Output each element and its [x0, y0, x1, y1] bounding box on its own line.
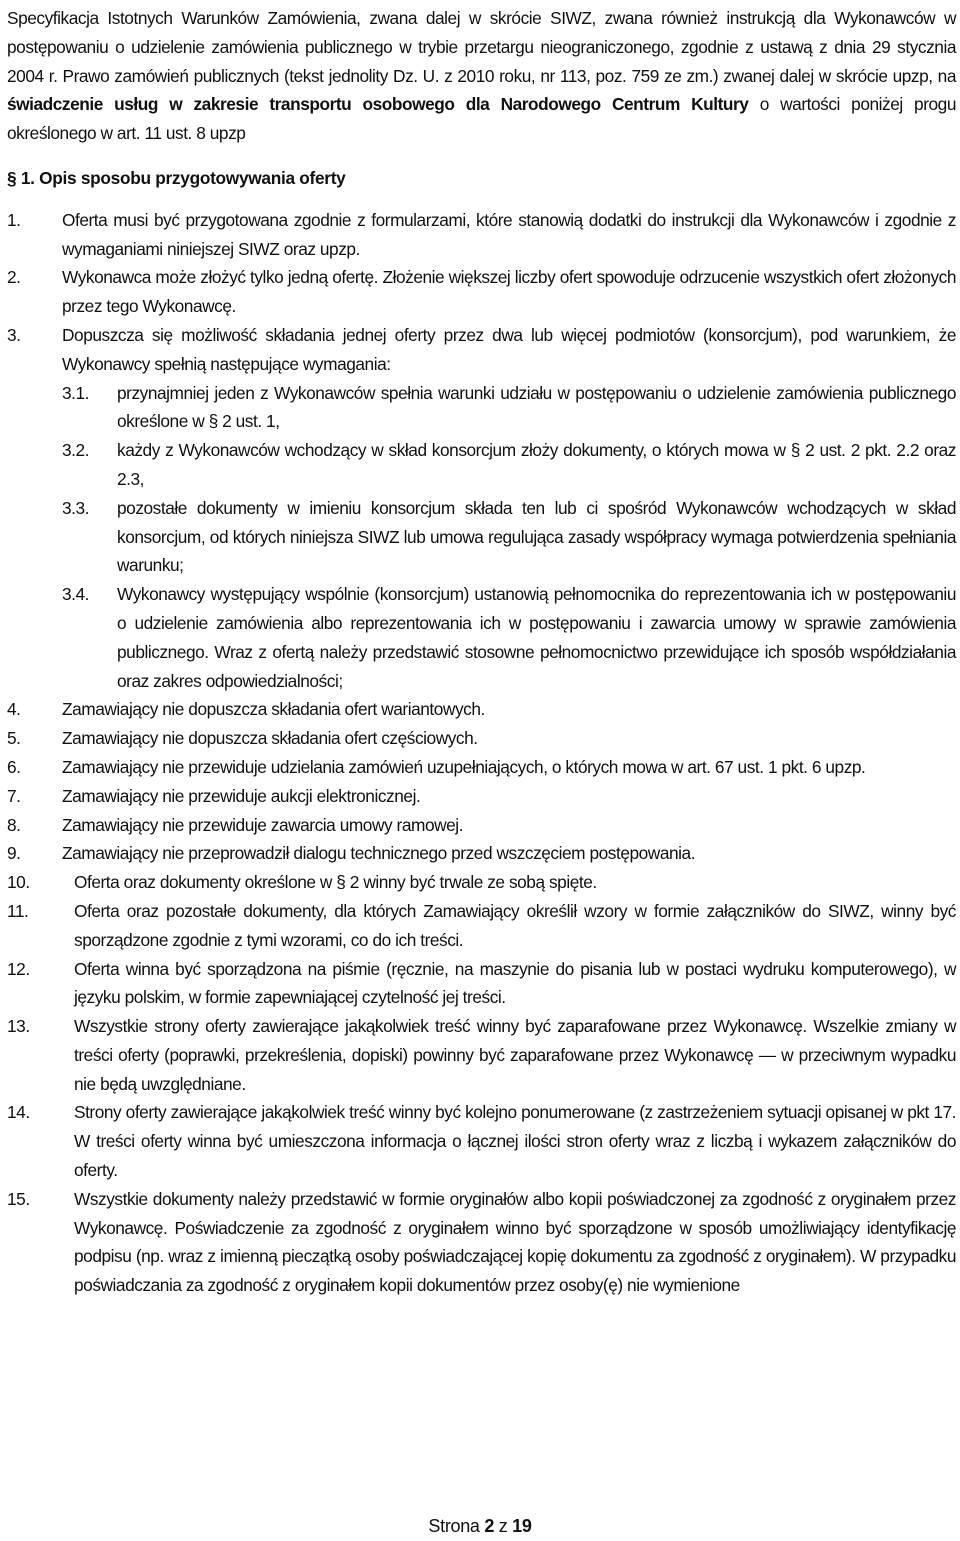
list-item-number: 11.	[7, 900, 29, 921]
list-item-text: Zamawiający nie przewiduje zawarcia umowy ramowej.	[62, 814, 464, 835]
sub-list-item	[62, 379, 956, 437]
list-item	[7, 206, 956, 264]
list-item	[7, 868, 956, 897]
list-item-text: Zamawiający nie dopuszcza składania ofert wariantowych.	[62, 699, 485, 720]
sub-list-item-number: 3.2.	[62, 440, 90, 461]
list-item-number: 13.	[7, 1016, 30, 1037]
list-item-number: 5.	[7, 728, 21, 749]
list-item-number: 12.	[7, 958, 30, 979]
sub-list-item	[62, 580, 956, 695]
list-item-text: Strony oferty zawierające jakąkolwiek treść winny być kolejno ponumerowane (z zastrzeżeniem sytuacji opisanej w pkt 17. W treści oferty winna być umieszczona informacja o łącznej ilości stron oferty wraz z liczbą i wykazem załączników do oferty.	[74, 1102, 956, 1181]
page-footer	[0, 1516, 960, 1537]
list-item-text: Zamawiający nie przeprowadził dialogu technicznego przed wszczęciem postępowania.	[62, 843, 696, 864]
list-item	[7, 321, 956, 379]
sub-list-item-text: przynajmniej jeden z Wykonawców spełnia warunki udziału w postępowaniu o udzielenie zamówienia publicznego określone w § 2 ust. 1,	[117, 382, 956, 432]
intro-paragraph	[7, 4, 956, 148]
list-item-text: Zamawiający nie przewiduje aukcji elektronicznej.	[62, 785, 421, 806]
list-item	[7, 782, 956, 811]
intro-text-2: o wartości poniżej progu określonego w art. 11 ust. 8 upzp	[7, 94, 956, 144]
list-item-text: Oferta winna być sporządzona na piśmie (ręcznie, na maszynie do pisania lub w postaci wydruku komputerowego), w języku polskim, w formie zapewniającej czytelność jej treści.	[74, 958, 956, 1008]
section-symbol: §	[7, 167, 17, 188]
section-title: 1. Opis sposobu przygotowywania oferty	[16, 167, 346, 188]
sub-list-item-text: Wykonawcy występujący wspólnie (konsorcjum) ustanowią pełnomocnika do reprezentowania ich w postępowaniu o udzielenie zamówienia albo reprezentowania ich w postępowaniu i zawarcia umowy w sprawie zamówienia publicznego. Wraz z ofertą należy przedstawić stosowne pełnomocnictwo przewidujące ich sposób współdziałania oraz zakres odpowiedzialności;	[117, 584, 956, 691]
intro-text-1: Specyfikacja Istotnych Warunków Zamówienia, zwana dalej w skrócie SIWZ, zwana również instrukcją dla Wykonawców w postępowaniu o udzielenie zamówienia publicznego w trybie przetargu nieograniczonego, zgodnie z ustawą z dnia 29 stycznia 2004 r. Prawo zamówień publicznych (tekst jednolity Dz. U. z 2010 roku, nr 113, poz. 759 ze zm.) zwanej dalej w skrócie upzp, na	[7, 8, 956, 86]
list-item	[7, 724, 956, 753]
list-item-text: Zamawiający nie dopuszcza składania ofert częściowych.	[62, 728, 478, 749]
list-item-number: 7.	[7, 785, 21, 806]
sub-list-item-number: 3.3.	[62, 497, 90, 518]
sub-list-item-number: 3.4.	[62, 584, 90, 605]
section-heading	[7, 164, 956, 193]
list-item	[7, 263, 956, 321]
list-item-text: Oferta musi być przygotowana zgodnie z formularzami, które stanowią dodatki do instrukcji dla Wykonawców i zgodnie z wymaganiami niniejszej SIWZ oraz upzp.	[62, 209, 956, 259]
list-item-number: 15.	[7, 1188, 30, 1209]
list-item-number: 3.	[7, 324, 21, 345]
list-item	[7, 1012, 956, 1098]
list-item-text: Zamawiający nie przewiduje udzielania zamówień uzupełniających, o których mowa w art. 67 ust. 1 pkt. 6 upzp.	[62, 756, 866, 777]
sub-list-item	[62, 494, 956, 580]
list-item-number: 8.	[7, 814, 21, 835]
list-item-number: 6.	[7, 756, 21, 777]
list-item	[7, 1185, 956, 1300]
list-item-number: 2.	[7, 267, 21, 288]
footer-total-pages: 19	[512, 1516, 532, 1536]
list-item-text: Oferta oraz dokumenty określone w § 2 winny być trwale ze sobą spięte.	[74, 872, 597, 893]
list-item	[7, 839, 956, 868]
intro-bold-text: świadczenie usług w zakresie transportu osobowego dla Narodowego Centrum Kultury	[7, 94, 749, 115]
list-item-text: Wszystkie dokumenty należy przedstawić w formie oryginałów albo kopii poświadczonej za zgodność z oryginałem przez Wykonawcę. Poświadczenie za zgodność z oryginałem winno być sporządzone w sposób umożliwiający identyfikację podpisu (np. wraz z imienną pieczątką osoby poświadczającej kopię dokumentu za zgodność z oryginałem). W przypadku poświadczania za zgodność z oryginałem kopii dokumentów przez osoby(ę) nie wymienione	[74, 1188, 956, 1296]
sub-list-item-text: pozostałe dokumenty w imieniu konsorcjum składa ten lub ci spośród Wykonawców wchodzących w skład konsorcjum, od których niniejsza SIWZ lub umowa regulująca zasady współpracy wymaga potwierdzenia spełniania warunku;	[117, 497, 956, 576]
list-item	[7, 1098, 956, 1184]
list-item-text: Wszystkie strony oferty zawierające jakąkolwiek treść winny być zaparafowane przez Wykonawcę. Wszelkie zmiany w treści oferty (poprawki, przekreślenia, dopiski) powinny być zaparafowane przez Wykonawcę — w przeciwnym wypadku nie będą uwzględniane.	[74, 1016, 956, 1094]
footer-separator: z	[494, 1516, 513, 1536]
list-item-text: Oferta oraz pozostałe dokumenty, dla których Zamawiający określił wzory w formie załączników do SIWZ, winny być sporządzone zgodnie z tymi wzorami, co do ich treści.	[74, 900, 956, 950]
list-item-number: 1.	[7, 209, 21, 230]
list-main	[7, 206, 956, 1300]
footer-current-page: 2	[484, 1516, 495, 1536]
list-item-number: 14.	[7, 1102, 30, 1123]
document-page	[7, 4, 956, 1300]
sub-list-item-text: każdy z Wykonawców wchodzący w skład konsorcjum złoży dokumenty, o których mowa w § 2 ust. 2 pkt. 2.2 oraz 2.3,	[117, 440, 956, 489]
footer-label: Strona	[428, 1516, 485, 1536]
list-item-number: 10.	[7, 872, 30, 893]
list-item-number: 9.	[7, 843, 21, 864]
sub-list-item	[62, 436, 956, 494]
list-item-text: Wykonawca może złożyć tylko jedną ofertę. Złożenie większej liczby ofert spowoduje odrzucenie wszystkich ofert złożonych przez tego Wykonawcę.	[62, 267, 956, 317]
list-item	[7, 897, 956, 955]
sub-list-item-number: 3.1.	[62, 382, 90, 403]
list-item	[7, 955, 956, 1013]
list-item	[7, 811, 956, 840]
list-item	[7, 753, 956, 782]
list-item-text: Dopuszcza się możliwość składania jednej oferty przez dwa lub więcej podmiotów (konsorcjum), pod warunkiem, że Wykonawcy spełnią następujące wymagania:	[62, 324, 956, 374]
list-item	[7, 695, 956, 724]
list-item-number: 4.	[7, 699, 21, 720]
